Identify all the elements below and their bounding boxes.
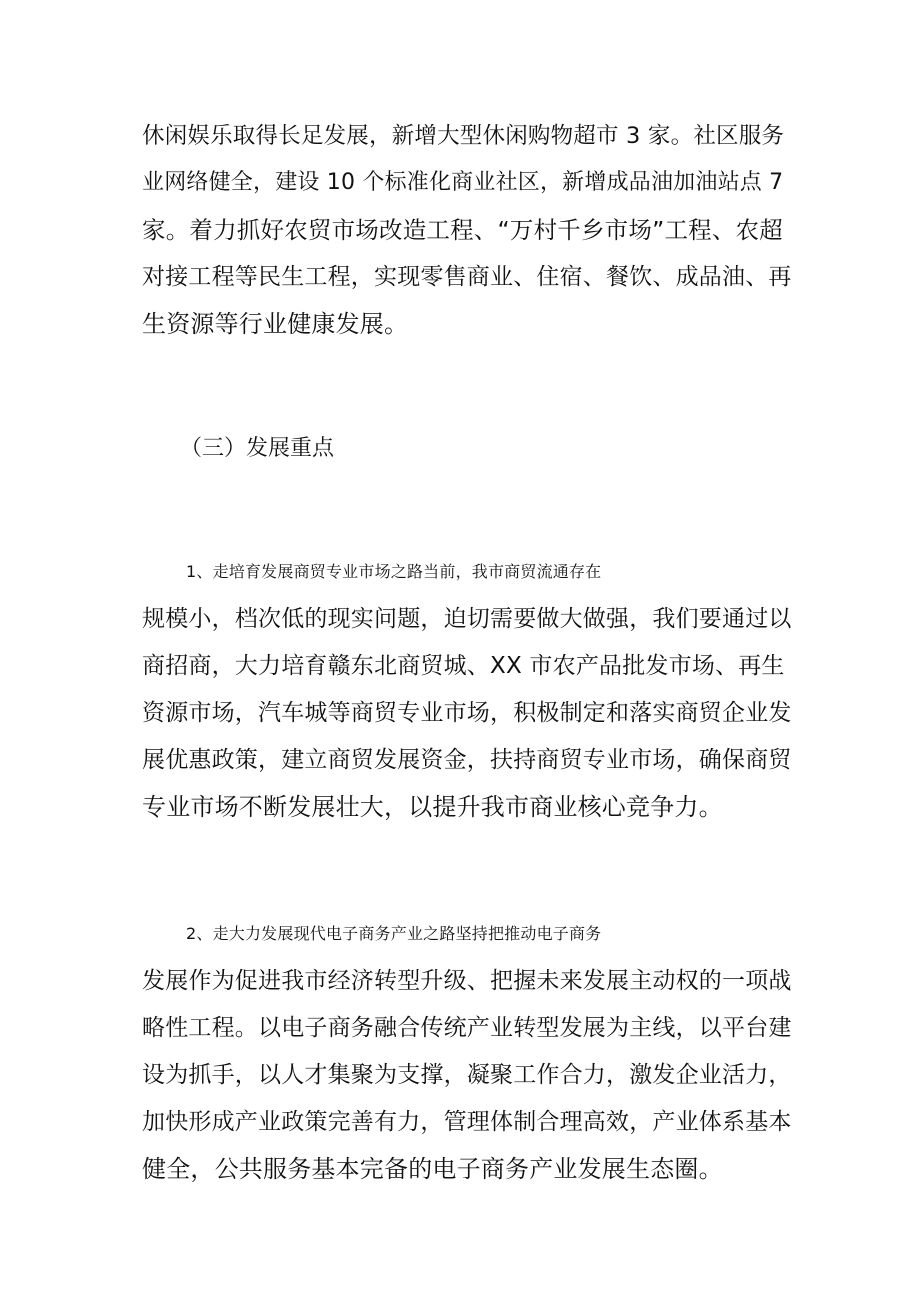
paragraph-line: 2、走大力发展现代电子商务产业之路坚持把推动电子商务 (186, 924, 602, 943)
paragraph-line: 1、走培育发展商贸专业市场之路当前，我市商贸流通存在 (186, 562, 602, 581)
paragraph-line: 展优惠政策，建立商贸发展资金，扶持商贸专业市场，确保商贸 (142, 747, 792, 773)
paragraph-line: 业网络健全，建设 10 个标准化商业社区，新增成品油加油站点 7 (142, 170, 784, 195)
section-heading: （三）发展重点 (180, 436, 335, 461)
paragraph-line: 对接工程等民生工程，实现零售商业、住宿、餐饮、成品油、再 (142, 264, 792, 290)
paragraph-line: 资源市场，汽车城等商贸专业市场，积极制定和落实商贸企业发 (142, 700, 792, 726)
paragraph-line: 规模小，档次低的现实问题，迫切需要做大做强，我们要通过以 (142, 606, 792, 632)
paragraph-line: 休闲娱乐取得长足发展，新增大型休闲购物超市 3 家。社区服务 (142, 123, 785, 149)
paragraph-line: 健全，公共服务基本完备的电子商务产业发展生态圈。 (142, 1155, 723, 1183)
paragraph-line: 专业市场不断发展壮大，以提升我市商业核心竞争力。 (142, 793, 723, 821)
paragraph-line: 生资源等行业健康发展。 (142, 310, 409, 338)
paragraph-line: 设为抓手，以人才集聚为支撑，凝聚工作合力，激发企业活力， (142, 1062, 792, 1088)
paragraph-line: 加快形成产业政策完善有力，管理体制合理高效，产业体系基本 (142, 1109, 792, 1135)
paragraph-line: 发展作为促进我市经济转型升级、把握未来发展主动权的一项战 (142, 968, 792, 994)
paragraph-line: 家。着力抓好农贸市场改造工程、“万村千乡市场”工程、农超 (142, 216, 783, 244)
paragraph-line: 略性工程。以电子商务融合传统产业转型发展为主线，以平台建 (142, 1015, 792, 1041)
paragraph-line: 商招商，大力培育赣东北商贸城、XX 市农产品批发市场、再生 (142, 653, 785, 679)
